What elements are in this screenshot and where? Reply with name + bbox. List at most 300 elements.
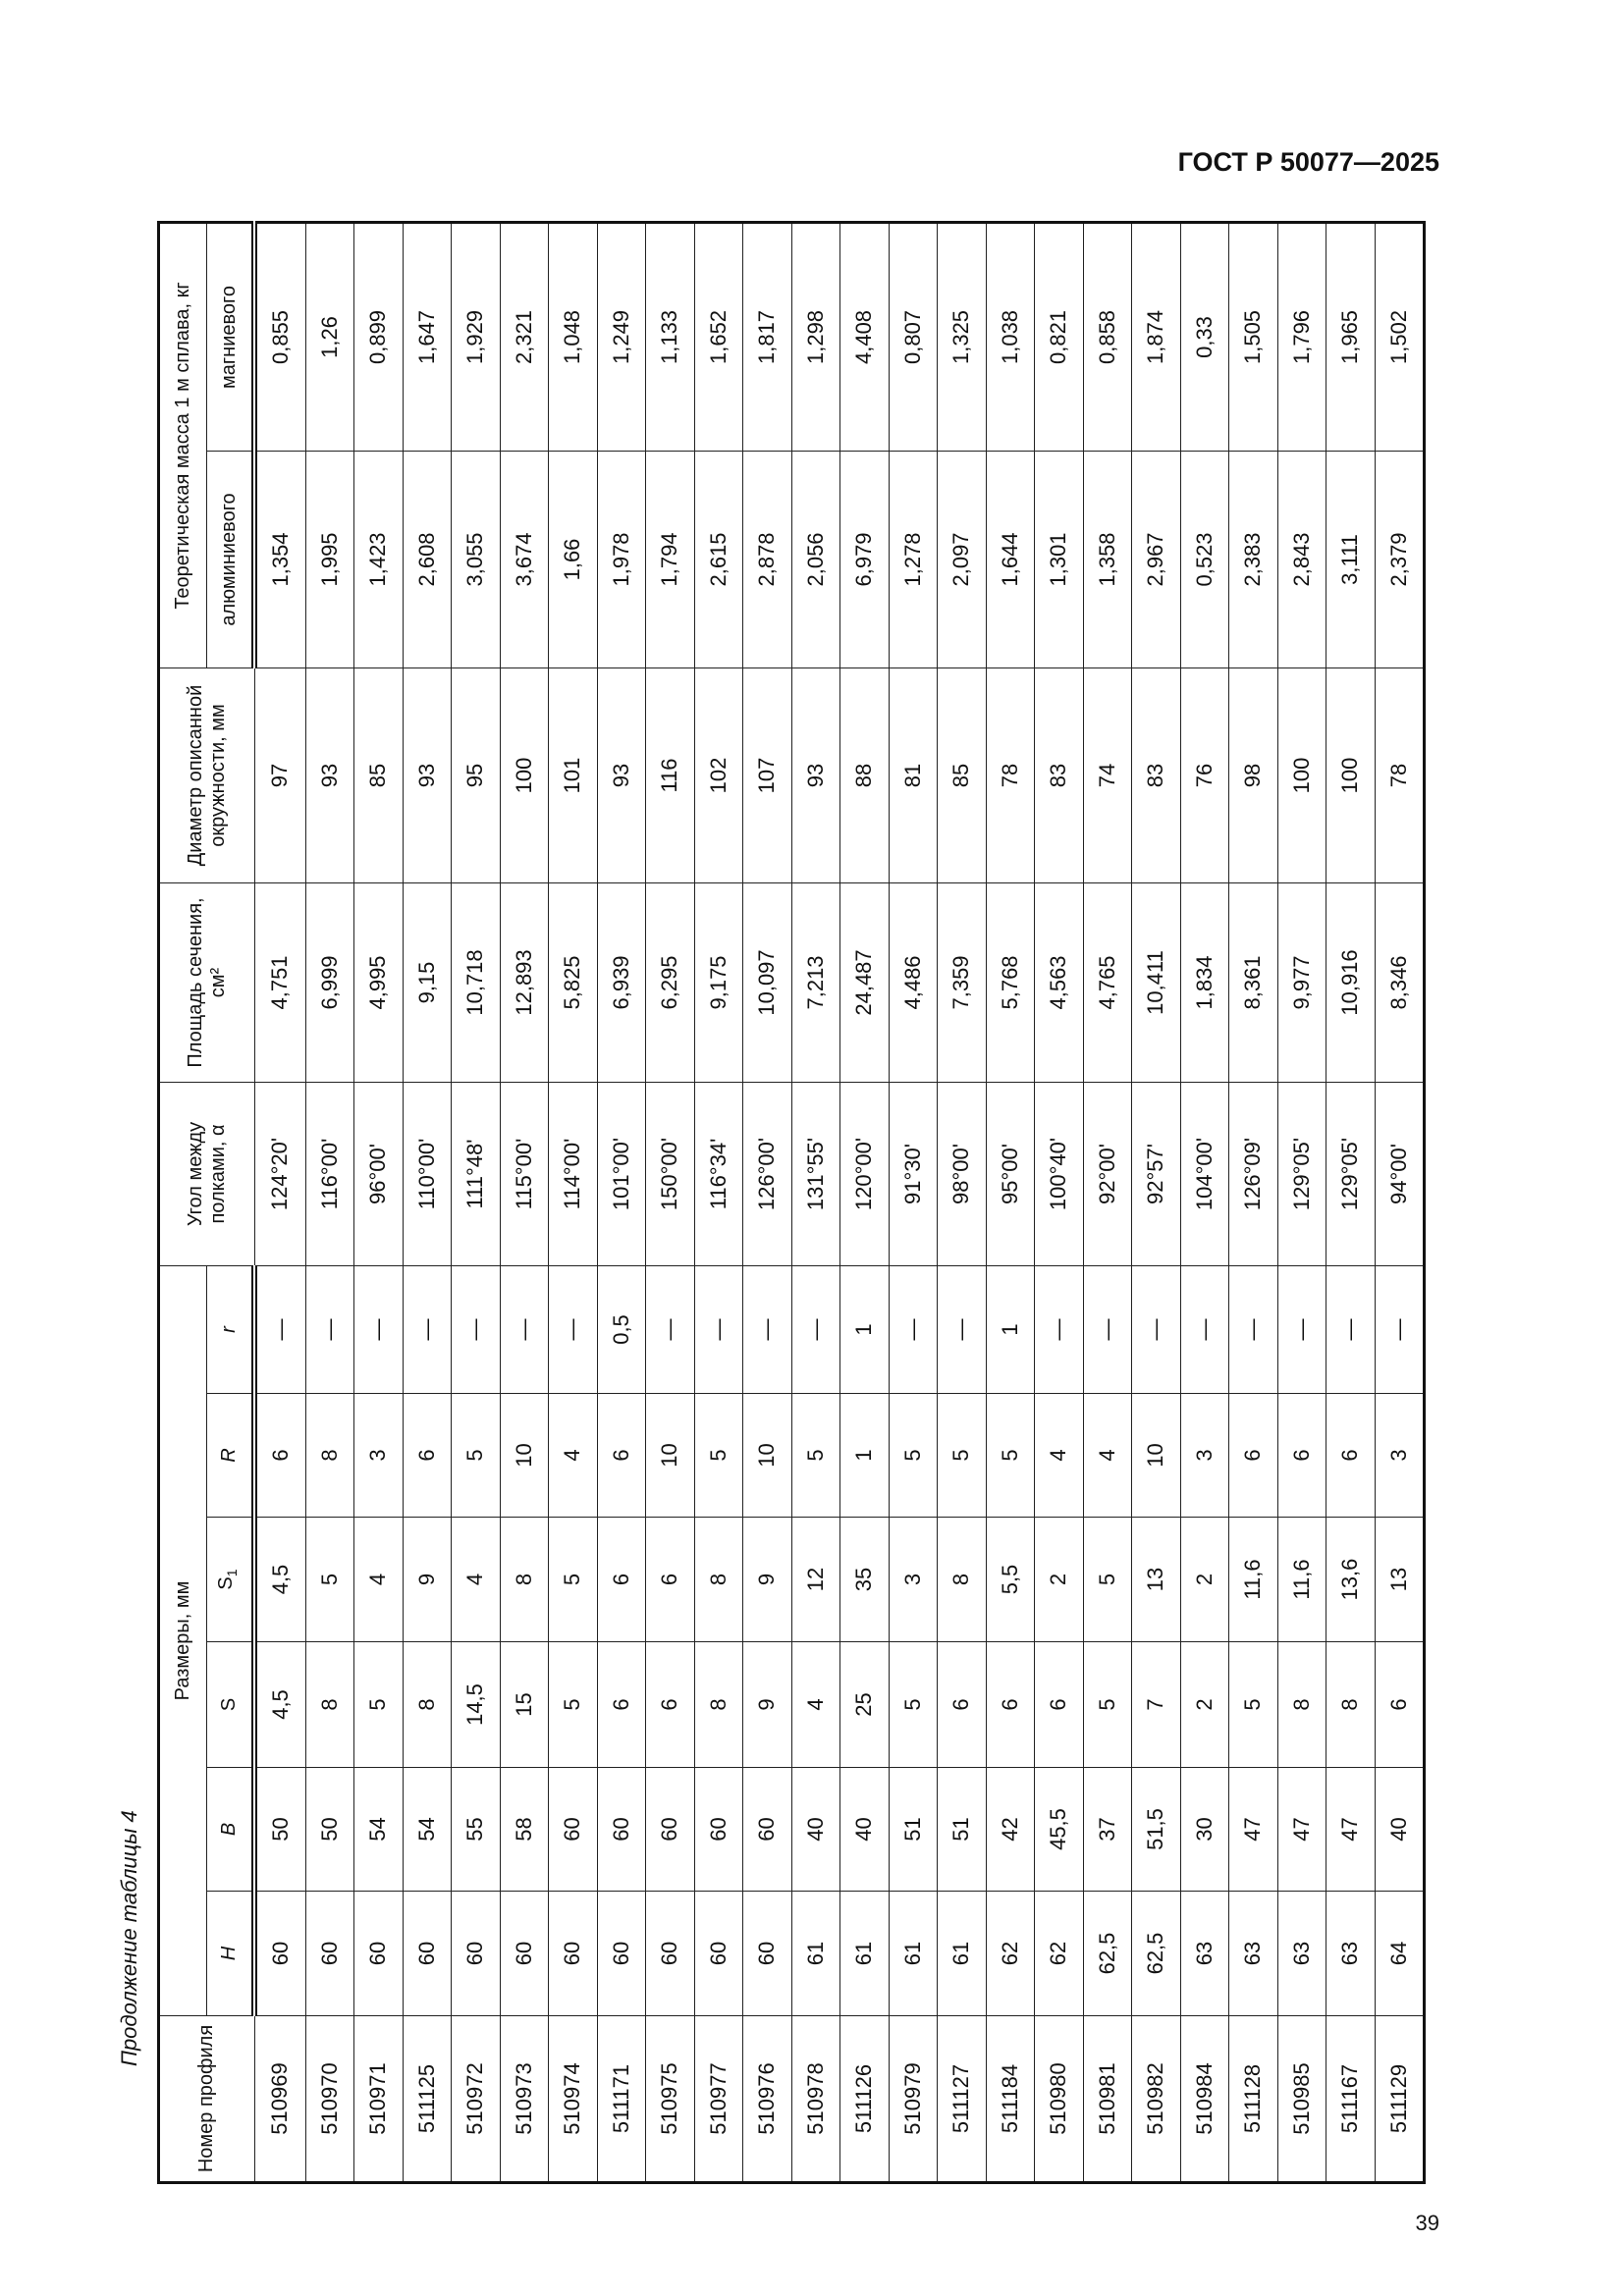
cell-H: 60 — [403, 1892, 452, 2016]
cell-R: 6 — [403, 1394, 452, 1518]
cell-r: — — [403, 1265, 452, 1393]
cell-r: — — [889, 1265, 938, 1393]
cell-area: 8,346 — [1375, 882, 1425, 1082]
header-aluminum: алюминиевого — [207, 451, 255, 667]
cell-S1: 4 — [452, 1518, 501, 1642]
header-diameter: Диаметр описанной окружности, мм — [159, 667, 255, 882]
cell-S: 9 — [743, 1642, 792, 1768]
cell-angle: 101°00' — [597, 1082, 646, 1265]
cell-S1: 13 — [1132, 1518, 1181, 1642]
table-row — [1083, 222, 1132, 2182]
cell-profile-number: 510971 — [354, 2016, 404, 2183]
cell-area: 5,825 — [549, 882, 598, 1082]
cell-r: — — [354, 1265, 404, 1393]
cell-mass-aluminum: 2,608 — [403, 451, 452, 667]
cell-B: 47 — [1277, 1768, 1326, 1892]
cell-R: 3 — [1180, 1394, 1229, 1518]
cell-r: — — [1035, 1265, 1084, 1393]
cell-mass-aluminum: 1,278 — [889, 451, 938, 667]
cell-S: 14,5 — [452, 1642, 501, 1768]
cell-B: 40 — [1375, 1768, 1425, 1892]
cell-mass-aluminum: 3,111 — [1326, 451, 1376, 667]
cell-area: 9,977 — [1277, 882, 1326, 1082]
cell-mass-magnesium: 0,33 — [1180, 222, 1229, 451]
cell-mass-magnesium: 1,965 — [1326, 222, 1376, 451]
rotated-table-block — [111, 232, 1439, 2184]
header-mass: Теоретическая масса 1 м сплава, кг — [159, 222, 207, 667]
cell-H: 60 — [354, 1892, 404, 2016]
cell-B: 51 — [889, 1768, 938, 1892]
cell-profile-number: 510978 — [791, 2016, 840, 2183]
cell-profile-number: 510973 — [500, 2016, 549, 2183]
header-S1-subscript: 1 — [224, 1569, 240, 1577]
cell-H: 61 — [840, 1892, 890, 2016]
cell-H: 63 — [1180, 1892, 1229, 2016]
cell-mass-aluminum: 6,979 — [840, 451, 890, 667]
table-row — [354, 222, 404, 2182]
cell-S: 5 — [549, 1642, 598, 1768]
cell-H: 61 — [791, 1892, 840, 2016]
cell-profile-number: 510974 — [549, 2016, 598, 2183]
cell-angle: 91°30' — [889, 1082, 938, 1265]
cell-profile-number: 510980 — [1035, 2016, 1084, 2183]
cell-S1: 5 — [1083, 1518, 1132, 1642]
table-row — [1277, 222, 1326, 2182]
cell-diameter: 107 — [743, 667, 792, 882]
cell-profile-number: 510985 — [1277, 2016, 1326, 2183]
cell-angle: 111°48' — [452, 1082, 501, 1265]
cell-mass-aluminum: 1,995 — [305, 451, 354, 667]
cell-S1: 4,5 — [254, 1518, 305, 1642]
cell-area: 9,175 — [694, 882, 743, 1082]
cell-profile-number: 511126 — [840, 2016, 890, 2183]
cell-H: 60 — [646, 1892, 695, 2016]
cell-B: 47 — [1229, 1768, 1278, 1892]
cell-S: 5 — [889, 1642, 938, 1768]
table-row — [254, 222, 305, 2182]
cell-profile-number: 510977 — [694, 2016, 743, 2183]
cell-diameter: 93 — [305, 667, 354, 882]
cell-S: 6 — [986, 1642, 1035, 1768]
cell-S: 6 — [938, 1642, 987, 1768]
cell-diameter: 100 — [1326, 667, 1376, 882]
cell-S1: 12 — [791, 1518, 840, 1642]
cell-diameter: 100 — [1277, 667, 1326, 882]
cell-S1: 8 — [694, 1518, 743, 1642]
cell-r: — — [694, 1265, 743, 1393]
table-row — [889, 222, 938, 2182]
cell-diameter: 85 — [354, 667, 404, 882]
cell-area: 5,768 — [986, 882, 1035, 1082]
cell-area: 7,213 — [791, 882, 840, 1082]
cell-R: 10 — [646, 1394, 695, 1518]
cell-angle: 92°57' — [1132, 1082, 1181, 1265]
cell-diameter: 97 — [254, 667, 305, 882]
table-body — [254, 222, 1425, 2182]
cell-mass-aluminum: 2,097 — [938, 451, 987, 667]
page-number: 39 — [1415, 2211, 1439, 2235]
header-B: B — [207, 1768, 255, 1892]
cell-r: — — [791, 1265, 840, 1393]
cell-diameter: 83 — [1035, 667, 1084, 882]
table-row — [452, 222, 501, 2182]
cell-angle: 115°00' — [500, 1082, 549, 1265]
cell-mass-magnesium: 0,821 — [1035, 222, 1084, 451]
cell-angle: 126°00' — [743, 1082, 792, 1265]
cell-r: — — [500, 1265, 549, 1393]
table-row — [549, 222, 598, 2182]
cell-H: 60 — [254, 1892, 305, 2016]
cell-profile-number: 511184 — [986, 2016, 1035, 2183]
cell-mass-aluminum: 1,66 — [549, 451, 598, 667]
cell-mass-magnesium: 4,408 — [840, 222, 890, 451]
cell-angle: 110°00' — [403, 1082, 452, 1265]
cell-mass-aluminum: 2,056 — [791, 451, 840, 667]
cell-H: 64 — [1375, 1892, 1425, 2016]
cell-area: 7,359 — [938, 882, 987, 1082]
cell-B: 60 — [549, 1768, 598, 1892]
cell-angle: 124°20' — [254, 1082, 305, 1265]
cell-S1: 5 — [305, 1518, 354, 1642]
cell-r: — — [938, 1265, 987, 1393]
cell-R: 6 — [1277, 1394, 1326, 1518]
cell-mass-aluminum: 3,674 — [500, 451, 549, 667]
cell-S: 2 — [1180, 1642, 1229, 1768]
cell-profile-number: 510970 — [305, 2016, 354, 2183]
cell-B: 50 — [254, 1768, 305, 1892]
cell-S1: 9 — [403, 1518, 452, 1642]
cell-angle: 120°00' — [840, 1082, 890, 1265]
cell-S: 8 — [305, 1642, 354, 1768]
cell-B: 60 — [597, 1768, 646, 1892]
header-angle: Угол между полками, α — [159, 1082, 255, 1265]
cell-area: 4,751 — [254, 882, 305, 1082]
cell-R: 5 — [452, 1394, 501, 1518]
table-row — [1375, 222, 1425, 2182]
cell-diameter: 93 — [597, 667, 646, 882]
cell-S: 15 — [500, 1642, 549, 1768]
cell-B: 51 — [938, 1768, 987, 1892]
cell-angle: 95°00' — [986, 1082, 1035, 1265]
cell-mass-aluminum: 1,354 — [254, 451, 305, 667]
header-S1 — [207, 1518, 255, 1642]
cell-S1: 2 — [1180, 1518, 1229, 1642]
table-row — [500, 222, 549, 2182]
cell-R: 10 — [500, 1394, 549, 1518]
cell-R: 5 — [938, 1394, 987, 1518]
header-dimensions: Размеры, мм — [159, 1265, 207, 2015]
cell-H: 60 — [549, 1892, 598, 2016]
cell-r: 1 — [986, 1265, 1035, 1393]
cell-r: — — [1132, 1265, 1181, 1393]
cell-profile-number: 511129 — [1375, 2016, 1425, 2183]
header-R: R — [207, 1394, 255, 1518]
cell-H: 63 — [1277, 1892, 1326, 2016]
cell-mass-magnesium: 1,249 — [597, 222, 646, 451]
cell-area: 10,916 — [1326, 882, 1376, 1082]
cell-S: 6 — [1375, 1642, 1425, 1768]
cell-r: — — [1277, 1265, 1326, 1393]
table-row — [791, 222, 840, 2182]
cell-S1: 5 — [549, 1518, 598, 1642]
cell-r: — — [1326, 1265, 1376, 1393]
cell-angle: 131°55' — [791, 1082, 840, 1265]
cell-S: 4,5 — [254, 1642, 305, 1768]
cell-profile-number: 510969 — [254, 2016, 305, 2183]
cell-profile-number: 511171 — [597, 2016, 646, 2183]
cell-mass-aluminum: 2,615 — [694, 451, 743, 667]
cell-H: 60 — [743, 1892, 792, 2016]
cell-area: 24,487 — [840, 882, 890, 1082]
cell-angle: 129°05' — [1326, 1082, 1376, 1265]
cell-S1: 11,6 — [1229, 1518, 1278, 1642]
cell-H: 63 — [1229, 1892, 1278, 2016]
cell-H: 60 — [597, 1892, 646, 2016]
cell-B: 45,5 — [1035, 1768, 1084, 1892]
table-row — [840, 222, 890, 2182]
cell-H: 62 — [986, 1892, 1035, 2016]
cell-B: 47 — [1326, 1768, 1376, 1892]
cell-mass-magnesium: 1,929 — [452, 222, 501, 451]
table-row — [743, 222, 792, 2182]
cell-angle: 116°34' — [694, 1082, 743, 1265]
cell-area: 12,893 — [500, 882, 549, 1082]
cell-R: 6 — [254, 1394, 305, 1518]
cell-diameter: 93 — [791, 667, 840, 882]
cell-diameter: 78 — [986, 667, 1035, 882]
cell-diameter: 116 — [646, 667, 695, 882]
cell-r: — — [254, 1265, 305, 1393]
cell-H: 61 — [889, 1892, 938, 2016]
cell-diameter: 88 — [840, 667, 890, 882]
cell-mass-magnesium: 0,855 — [254, 222, 305, 451]
table-row — [646, 222, 695, 2182]
cell-profile-number: 510982 — [1132, 2016, 1181, 2183]
cell-angle: 104°00' — [1180, 1082, 1229, 1265]
cell-profile-number: 511128 — [1229, 2016, 1278, 2183]
cell-S1: 6 — [597, 1518, 646, 1642]
cell-S1: 11,6 — [1277, 1518, 1326, 1642]
cell-R: 5 — [986, 1394, 1035, 1518]
cell-H: 62 — [1035, 1892, 1084, 2016]
cell-area: 4,765 — [1083, 882, 1132, 1082]
cell-mass-aluminum: 1,794 — [646, 451, 695, 667]
cell-diameter: 93 — [403, 667, 452, 882]
table-row — [986, 222, 1035, 2182]
cell-angle: 116°00' — [305, 1082, 354, 1265]
cell-R: 5 — [694, 1394, 743, 1518]
cell-r: 0,5 — [597, 1265, 646, 1393]
cell-H: 61 — [938, 1892, 987, 2016]
cell-mass-magnesium: 1,133 — [646, 222, 695, 451]
cell-R: 5 — [791, 1394, 840, 1518]
cell-area: 10,097 — [743, 882, 792, 1082]
cell-R: 10 — [1132, 1394, 1181, 1518]
table-row — [694, 222, 743, 2182]
cell-mass-magnesium: 1,26 — [305, 222, 354, 451]
cell-r: — — [743, 1265, 792, 1393]
cell-mass-aluminum: 2,383 — [1229, 451, 1278, 667]
cell-angle: 100°40' — [1035, 1082, 1084, 1265]
cell-angle: 150°00' — [646, 1082, 695, 1265]
cell-profile-number: 510984 — [1180, 2016, 1229, 2183]
cell-B: 54 — [354, 1768, 404, 1892]
cell-mass-aluminum: 1,644 — [986, 451, 1035, 667]
document-code: ГОСТ Р 50077—2025 — [1177, 147, 1439, 177]
cell-H: 60 — [500, 1892, 549, 2016]
header-S1-letter: S — [215, 1576, 237, 1590]
table-row — [1229, 222, 1278, 2182]
cell-mass-magnesium: 1,817 — [743, 222, 792, 451]
cell-S1: 5,5 — [986, 1518, 1035, 1642]
cell-diameter: 95 — [452, 667, 501, 882]
cell-angle: 129°05' — [1277, 1082, 1326, 1265]
header-area: Площадь сечения, см² — [159, 882, 255, 1082]
cell-B: 54 — [403, 1768, 452, 1892]
table-row — [1035, 222, 1084, 2182]
cell-mass-magnesium: 1,298 — [791, 222, 840, 451]
table-row — [597, 222, 646, 2182]
cell-B: 30 — [1180, 1768, 1229, 1892]
cell-area: 4,563 — [1035, 882, 1084, 1082]
table-row — [305, 222, 354, 2182]
cell-mass-aluminum: 2,878 — [743, 451, 792, 667]
cell-R: 3 — [354, 1394, 404, 1518]
cell-H: 62,5 — [1132, 1892, 1181, 2016]
cell-R: 10 — [743, 1394, 792, 1518]
profiles-table — [157, 221, 1426, 2184]
cell-S: 8 — [694, 1642, 743, 1768]
cell-R: 6 — [1229, 1394, 1278, 1518]
cell-mass-magnesium: 1,505 — [1229, 222, 1278, 451]
cell-H: 60 — [452, 1892, 501, 2016]
cell-B: 40 — [791, 1768, 840, 1892]
cell-S: 4 — [791, 1642, 840, 1768]
table-row — [403, 222, 452, 2182]
header-S: S — [207, 1642, 255, 1768]
cell-mass-aluminum: 2,843 — [1277, 451, 1326, 667]
cell-S: 5 — [1229, 1642, 1278, 1768]
cell-mass-aluminum: 2,967 — [1132, 451, 1181, 667]
table-row — [938, 222, 987, 2182]
cell-profile-number: 510972 — [452, 2016, 501, 2183]
cell-diameter: 100 — [500, 667, 549, 882]
cell-S1: 2 — [1035, 1518, 1084, 1642]
cell-B: 58 — [500, 1768, 549, 1892]
cell-B: 60 — [694, 1768, 743, 1892]
cell-S1: 9 — [743, 1518, 792, 1642]
cell-angle: 114°00' — [549, 1082, 598, 1265]
cell-diameter: 76 — [1180, 667, 1229, 882]
cell-S: 25 — [840, 1642, 890, 1768]
cell-S1: 35 — [840, 1518, 890, 1642]
cell-diameter: 85 — [938, 667, 987, 882]
cell-H: 60 — [305, 1892, 354, 2016]
cell-area: 10,411 — [1132, 882, 1181, 1082]
cell-mass-magnesium: 0,858 — [1083, 222, 1132, 451]
cell-diameter: 81 — [889, 667, 938, 882]
cell-B: 37 — [1083, 1768, 1132, 1892]
cell-S: 8 — [1326, 1642, 1376, 1768]
cell-mass-aluminum: 1,358 — [1083, 451, 1132, 667]
cell-H: 60 — [694, 1892, 743, 2016]
cell-S1: 6 — [646, 1518, 695, 1642]
cell-r: — — [549, 1265, 598, 1393]
cell-R: 1 — [840, 1394, 890, 1518]
cell-mass-magnesium: 1,796 — [1277, 222, 1326, 451]
cell-profile-number: 511127 — [938, 2016, 987, 2183]
cell-diameter: 102 — [694, 667, 743, 882]
cell-S1: 13 — [1375, 1518, 1425, 1642]
cell-mass-magnesium: 2,321 — [500, 222, 549, 451]
cell-profile-number: 510975 — [646, 2016, 695, 2183]
cell-area: 1,834 — [1180, 882, 1229, 1082]
cell-B: 40 — [840, 1768, 890, 1892]
table-row — [1132, 222, 1181, 2182]
cell-S: 5 — [1083, 1642, 1132, 1768]
cell-B: 50 — [305, 1768, 354, 1892]
cell-B: 51,5 — [1132, 1768, 1181, 1892]
cell-r: 1 — [840, 1265, 890, 1393]
cell-mass-magnesium: 0,807 — [889, 222, 938, 451]
cell-mass-magnesium: 1,502 — [1375, 222, 1425, 451]
cell-R: 4 — [1035, 1394, 1084, 1518]
cell-mass-magnesium: 1,325 — [938, 222, 987, 451]
cell-S: 6 — [1035, 1642, 1084, 1768]
header-r: r — [207, 1265, 255, 1393]
cell-H: 63 — [1326, 1892, 1376, 2016]
cell-B: 60 — [743, 1768, 792, 1892]
cell-area: 4,486 — [889, 882, 938, 1082]
cell-mass-magnesium: 0,899 — [354, 222, 404, 451]
cell-profile-number: 510976 — [743, 2016, 792, 2183]
cell-S1: 4 — [354, 1518, 404, 1642]
table-row — [1326, 222, 1376, 2182]
cell-mass-aluminum: 1,301 — [1035, 451, 1084, 667]
cell-S1: 13,6 — [1326, 1518, 1376, 1642]
cell-r: — — [1180, 1265, 1229, 1393]
cell-angle: 98°00' — [938, 1082, 987, 1265]
cell-R: 6 — [1326, 1394, 1376, 1518]
cell-mass-aluminum: 1,423 — [354, 451, 404, 667]
cell-profile-number: 511167 — [1326, 2016, 1376, 2183]
cell-mass-aluminum: 0,523 — [1180, 451, 1229, 667]
cell-mass-magnesium: 1,048 — [549, 222, 598, 451]
header-profile-number: Номер профиля — [159, 2016, 255, 2183]
cell-r: — — [1375, 1265, 1425, 1393]
cell-r: — — [452, 1265, 501, 1393]
cell-r: — — [1083, 1265, 1132, 1393]
cell-S: 8 — [1277, 1642, 1326, 1768]
cell-S: 6 — [646, 1642, 695, 1768]
cell-area: 6,939 — [597, 882, 646, 1082]
cell-diameter: 98 — [1229, 667, 1278, 882]
header-magnesium: магниевого — [207, 222, 255, 451]
cell-mass-magnesium: 1,038 — [986, 222, 1035, 451]
cell-profile-number: 511125 — [403, 2016, 452, 2183]
cell-profile-number: 510979 — [889, 2016, 938, 2183]
cell-area: 4,995 — [354, 882, 404, 1082]
cell-area: 6,999 — [305, 882, 354, 1082]
cell-R: 6 — [597, 1394, 646, 1518]
cell-S: 7 — [1132, 1642, 1181, 1768]
header-H: H — [207, 1892, 255, 2016]
cell-area: 6,295 — [646, 882, 695, 1082]
cell-R: 4 — [549, 1394, 598, 1518]
cell-diameter: 78 — [1375, 667, 1425, 882]
cell-S1: 8 — [500, 1518, 549, 1642]
table-caption: Продолжение таблицы 4 — [117, 1810, 141, 2066]
